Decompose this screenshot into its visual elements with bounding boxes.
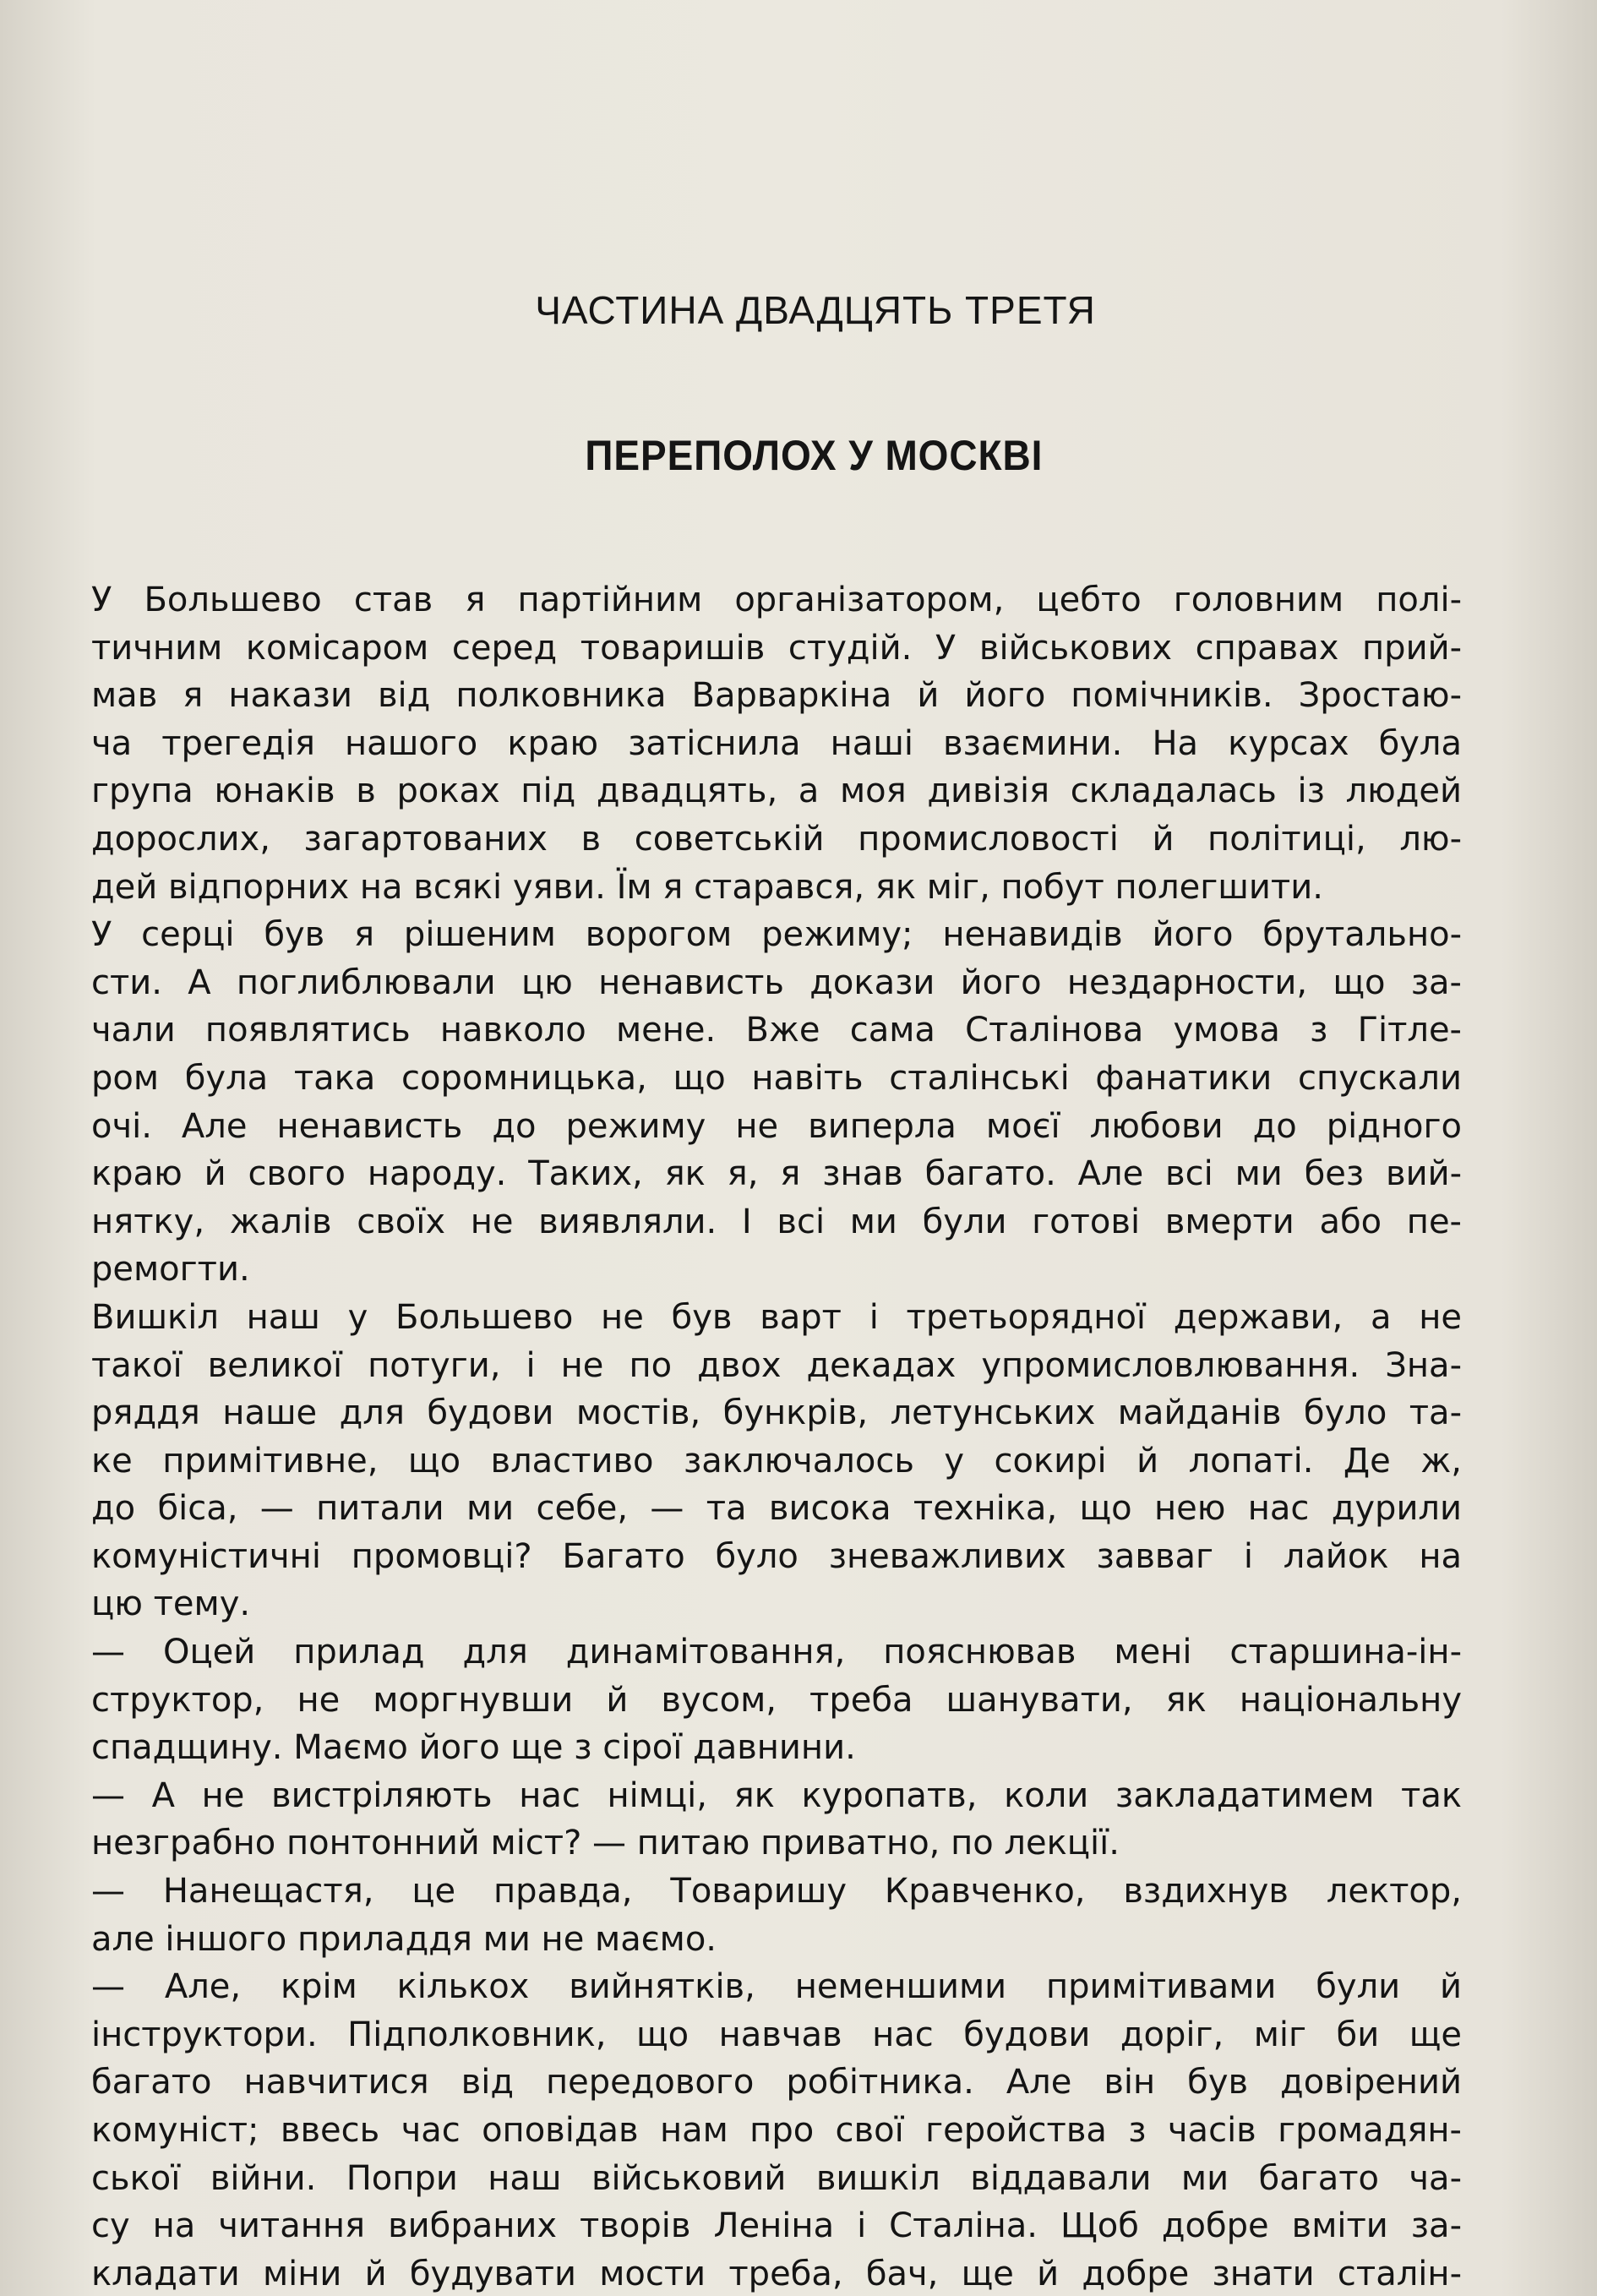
- text-line: су на читання вибраних творів Леніна і Сталіна. Щоб добре вміти за-: [91, 2206, 1462, 2246]
- paragraph: [91, 1628, 1462, 1772]
- text-line: мав я накази від полковника Варваркіна й його помічників. Зростаю-: [91, 676, 1462, 716]
- text-line: дей відпорних на всякі уяви. Їм я старався, як міг, побут полегшити.: [91, 867, 1323, 907]
- text-line: чали появлятись навколо мене. Вже сама Сталінова умова з Гітле-: [91, 1011, 1462, 1050]
- body-text: [91, 576, 1462, 2296]
- text-line: до біса, — питали ми себе, — та висока техніка, що нею нас дурили: [91, 1489, 1462, 1529]
- text-line: комуністичні промовці? Багато було зневажливих завваг і лайок на: [91, 1536, 1462, 1576]
- text-line: незграбно понтонний міст? — питаю приватно, по лекції.: [91, 1824, 1120, 1863]
- text-line: У серці був я рішеним ворогом режиму; ненавидів його брутально-: [91, 915, 1462, 955]
- paragraph: [91, 1963, 1462, 2296]
- text-line: — Але, крім кількох вийнятків, неменшими примітивами були й: [91, 1967, 1462, 2007]
- part-title: ЧАСТИНА ДВАДЦЯТЬ ТРЕТЯ: [535, 288, 1096, 332]
- text-line: ром була така соромницька, що навіть сталінські фанатики спускали: [91, 1058, 1462, 1098]
- paragraph: [91, 1772, 1462, 1868]
- text-line: ке примітивне, що властиво заключалось у сокирі й лопаті. Де ж,: [91, 1441, 1462, 1481]
- text-line: нятку, жалів своїх не виявляли. І всі ми були готові вмерти або пе-: [91, 1202, 1462, 1241]
- text-line: цю тему.: [91, 1584, 251, 1624]
- paragraph: [91, 1868, 1462, 1963]
- text-line: такої великої потуги, і не по двох декадах упромисловлювання. Зна-: [91, 1345, 1462, 1385]
- text-line: тичним комісаром серед товаришів студій. У військових справах прий-: [91, 628, 1462, 668]
- text-line: У Большево став я партійним організатором, цебто головним полі-: [91, 581, 1462, 619]
- text-line: дорослих, загартованих в советській промисловості й політиці, лю-: [91, 819, 1462, 859]
- text-line: інструктори. Підполковник, що навчав нас будови доріг, міг би ще: [91, 2015, 1462, 2054]
- text-line: багато навчитися від передового робітника. Але він був довірений: [91, 2063, 1462, 2102]
- text-line: ча трегедія нашого краю затіснила наші взаємини. На курсах була: [91, 723, 1462, 763]
- text-line: Вишкіл наш у Большево не був варт і третьорядної держави, а не: [91, 1297, 1462, 1337]
- text-line: спадщину. Маємо його ще з сірої давнини.: [91, 1728, 856, 1768]
- text-line: ремогти.: [91, 1250, 250, 1290]
- text-line: очі. Але ненависть до режиму не виперла моєї любови до рідного: [91, 1106, 1462, 1146]
- text-line: ської війни. Попри наш військовий вишкіл віддавали ми багато ча-: [91, 2158, 1462, 2198]
- text-line: — Оцей прилад для динамітовання, пояснював мені старшина-ін-: [91, 1633, 1462, 1672]
- text-line: кладати міни й будувати мости треба, бач, ще й добре знати сталін-: [91, 2254, 1462, 2293]
- text-line: краю й свого народу. Таких, як я, я знав багато. Але всі ми без вий-: [91, 1154, 1462, 1194]
- text-line: але іншого приладдя ми не маємо.: [91, 1919, 717, 1959]
- text-line: — А не вистріляють нас німці, як куропатв, коли закладатимем так: [91, 1775, 1462, 1815]
- text-line: комуніст; ввесь час оповідав нам про свої геройства з часів громадян-: [91, 2111, 1462, 2150]
- paragraph: [91, 911, 1462, 1294]
- text-line: ряддя наше для будови мостів, бункрів, летунських майданів було та-: [91, 1393, 1462, 1433]
- text-line: — Нанещастя, це правда, Товаришу Кравченко, вздихнув лектор,: [91, 1872, 1462, 1912]
- chapter-title: ПЕРЕПОЛОХ У МОСКВІ: [585, 432, 1044, 479]
- paragraph: [91, 576, 1462, 911]
- text-line: сти. А поглиблювали цю ненависть докази його нездарности, що за-: [91, 963, 1462, 1002]
- paragraph: [91, 1294, 1462, 1628]
- text-line: структор, не моргнувши й вусом, треба шанувати, як національну: [91, 1680, 1462, 1720]
- text-line: група юнаків в роках під двадцять, а моя дивізія складалась із людей: [91, 772, 1462, 811]
